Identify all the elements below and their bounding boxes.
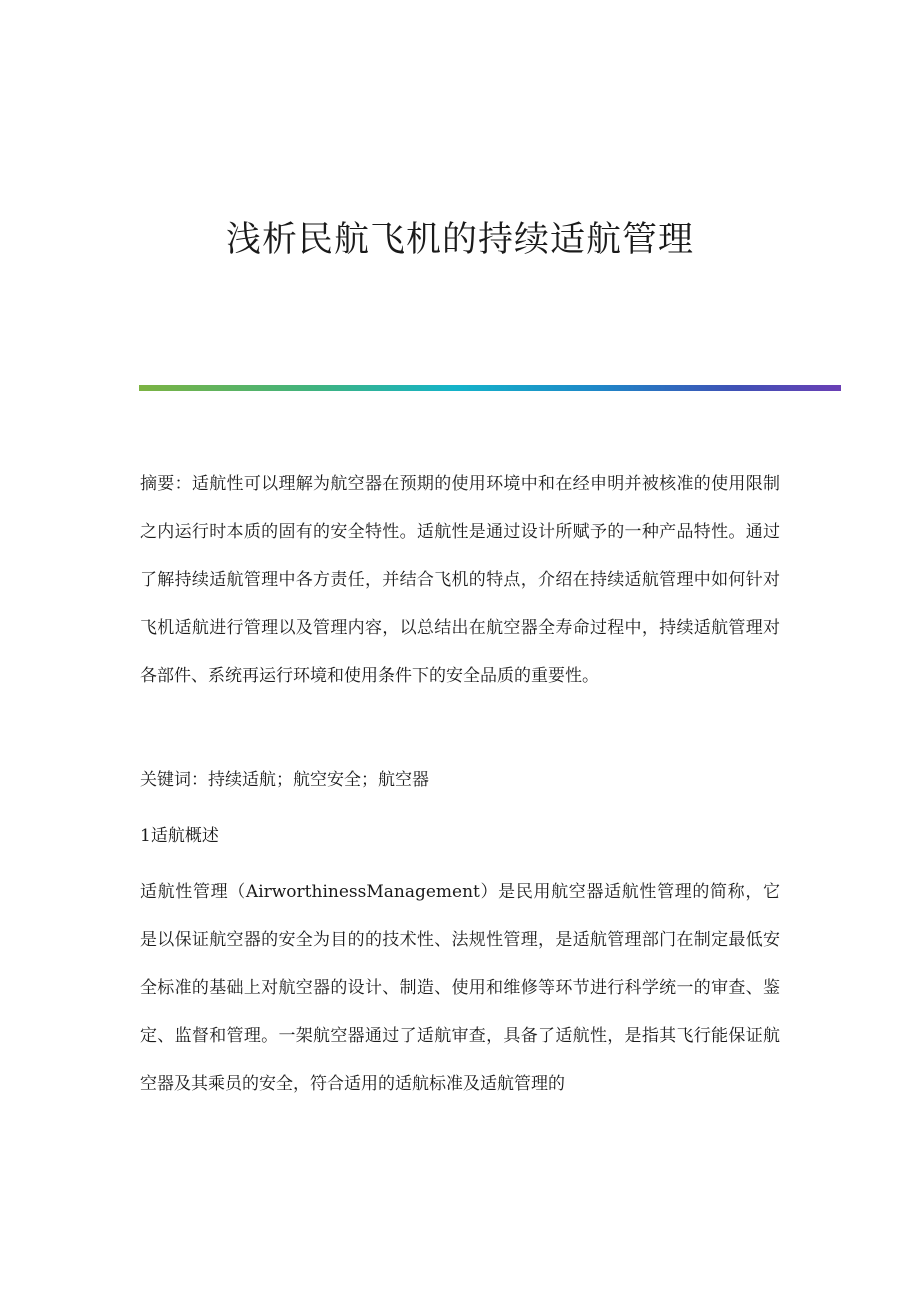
abstract-paragraph: 摘要：适航性可以理解为航空器在预期的使用环境中和在经申明并被核准的使用限制之内运行时本质的固有的安全特性。适航性是通过设计所赋予的一种产品特性。通过了解持续适航管理中各方责任，并结合飞机的特点，介绍在持续适航管理中如何针对飞机适航进行管理以及管理内容，以总结出在航空器全寿命过程中，持续适航管理对各部件、系统再运行环境和使用条件下的安全品质的重要性。 xyxy=(140,474,780,686)
section-heading: 1适航概述 xyxy=(140,826,219,846)
document-title: 浅析民航飞机的持续适航管理 xyxy=(225,220,694,260)
gradient-divider xyxy=(139,385,841,391)
body-paragraph: 适航性管理（AirworthinessManagement）是民用航空器适航性管理的简称，它是以保证航空器的安全为目的的技术性、法规性管理，是适航管理部门在制定最低安全标准的基础上对航空器的设计、制造、使用和维修等环节进行科学统一的审查、鉴定、监督和管理。一架航空器通过了适航审查，具备了适航性，是指其飞行能保证航空器及其乘员的安全，符合适用的适航标准及适航管理的 xyxy=(140,882,780,1094)
keywords-line: 关键词：持续适航；航空安全；航空器 xyxy=(140,770,429,790)
